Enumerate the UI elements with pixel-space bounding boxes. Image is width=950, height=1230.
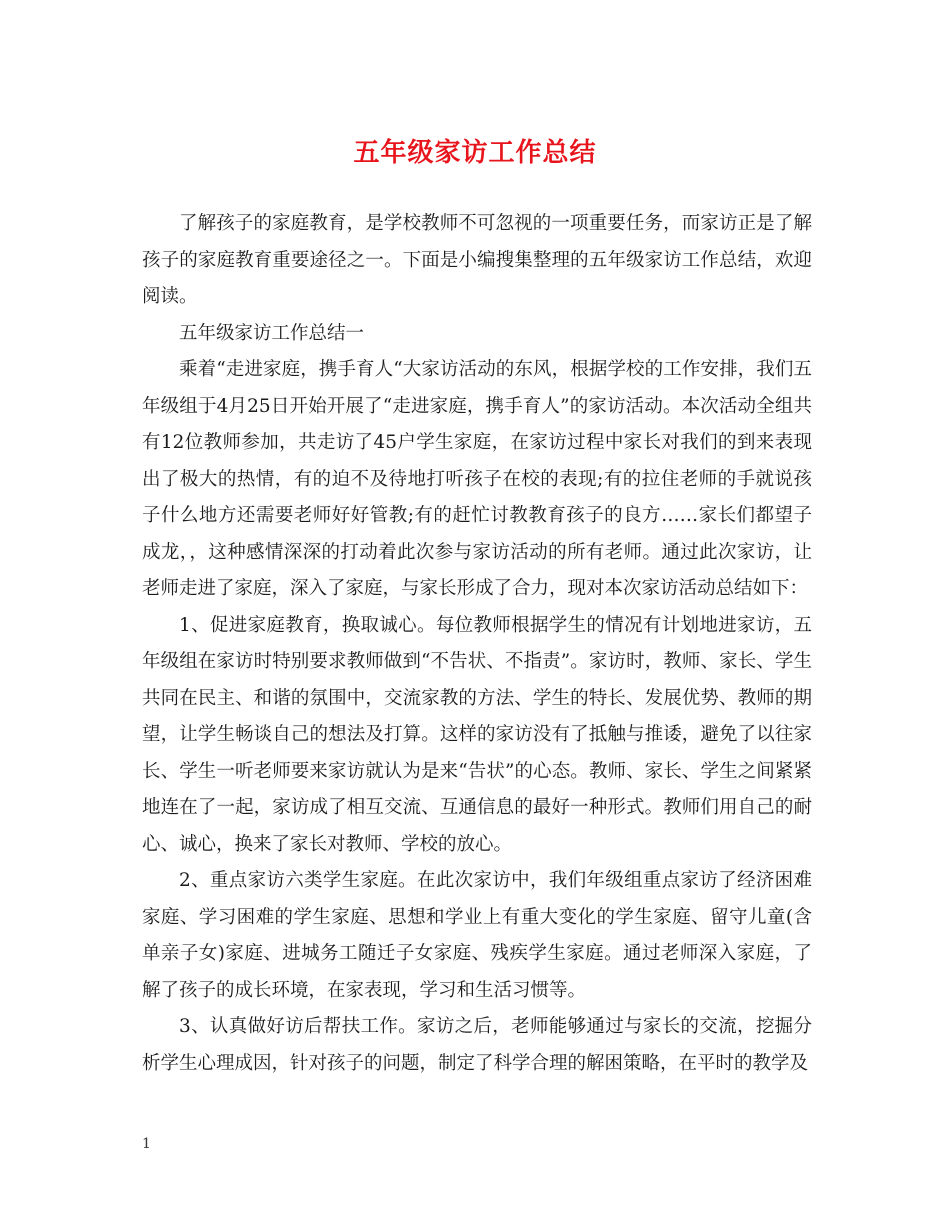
body-paragraph: 2、重点家访六类学生家庭。在此次家访中，我们年级组重点家访了经济困难家庭、学习困难的学生家庭、思想和学业上有重大变化的学生家庭、留守儿童(含单亲子女)家庭、进城务工随迁子女家庭、残疾学生家庭。通过老师深入家庭，了解了孩子的成长环境，在家表现，学习和生活习惯等。	[142, 870, 812, 1001]
body-paragraph: 乘着“走进家庭，携手育人“大家访活动的东风，根据学校的工作安排，我们五年级组于4月25日开始开展了“走进家庭，携手育人”的家访活动。本次活动全组共有12位教师参加，共走访了45户学生家庭，在家访过程中家长对我们的到来表现出了极大的热情，有的迫不及待地打听孩子在校的表现;有的拉住老师的手就说孩子什么地方还需要老师好好管教;有的赶忙讨教教育孩子的良方……家长们都望子成龙，，这种感情深深的打动着此次参与家访活动的所有老师。通过此次家访，让老师走进了家庭，深入了家庭，与家长形成了合力，现对本次家访活动总结如下：	[142, 359, 812, 599]
body-paragraph: 3、认真做好访后帮扶工作。家访之后，老师能够通过与家长的交流，挖掘分析学生心理成因，针对孩子的问题，制定了科学合理的解困策略，在平时的教学及	[142, 1016, 812, 1074]
section-heading: 五年级家访工作总结一	[179, 322, 365, 344]
page-number: 1	[142, 1136, 151, 1152]
document-body	[142, 206, 812, 1082]
intro-paragraph: 了解孩子的家庭教育，是学校教师不可忽视的一项重要任务，而家访正是了解孩子的家庭教育重要途径之一。下面是小编搜集整理的五年级家访工作总结，欢迎阅读。	[142, 213, 812, 307]
body-paragraph: 1、促进家庭教育，换取诚心。每位教师根据学生的情况有计划地进家访，五年级组在家访时特别要求教师做到“不告状、不指责”。家访时，教师、家长、学生共同在民主、和谐的氛围中，交流家教的方法、学生的特长、发展优势、教师的期望，让学生畅谈自己的想法及打算。这样的家访没有了抵触与推诿，避免了以往家长、学生一听老师要来家访就认为是来“告状”的心态。教师、家长、学生之间紧紧地连在了一起，家访成了相互交流、互通信息的最好一种形式。教师们用自己的耐心、诚心，换来了家长对教师、学校的放心。	[142, 614, 812, 855]
document-title: 五年级家访工作总结	[353, 138, 597, 168]
